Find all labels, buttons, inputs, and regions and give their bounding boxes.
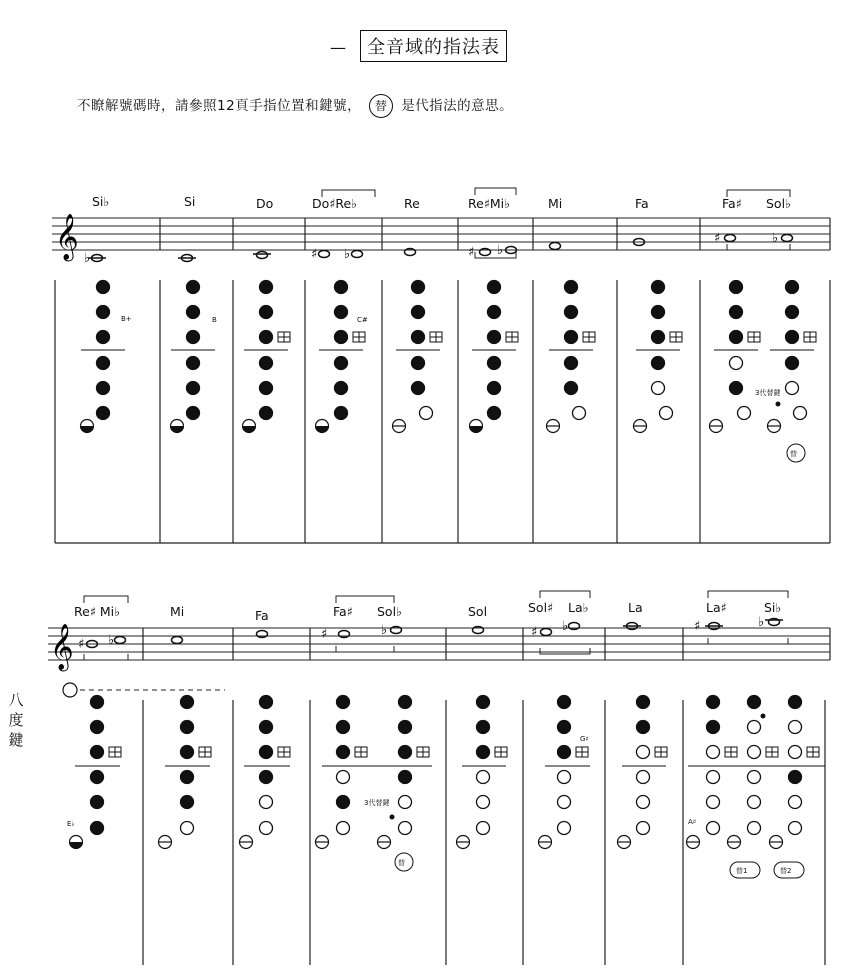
open-hole — [707, 771, 720, 784]
closed-hole — [97, 357, 110, 370]
closed-hole — [488, 407, 501, 420]
closed-hole — [187, 407, 200, 420]
open-hole — [789, 721, 802, 734]
key-tag-2: B — [212, 316, 217, 324]
alt-symbol-4: 替2 — [780, 867, 792, 875]
note-label-1: Si♭ — [92, 194, 110, 209]
thumb-half — [470, 426, 483, 433]
closed-hole — [748, 696, 761, 709]
closed-hole — [335, 331, 348, 344]
closed-hole — [181, 721, 194, 734]
closed-hole — [187, 331, 200, 344]
open-hole — [748, 822, 761, 835]
open-hole — [707, 822, 720, 835]
closed-hole — [730, 382, 743, 395]
open-hole — [477, 796, 490, 809]
open-hole — [738, 407, 751, 420]
closed-hole — [97, 281, 110, 294]
closed-hole — [260, 331, 273, 344]
closed-hole — [637, 696, 650, 709]
closed-hole — [786, 281, 799, 294]
closed-hole — [565, 281, 578, 294]
closed-hole — [477, 746, 490, 759]
open-hole — [558, 771, 571, 784]
closed-hole — [488, 382, 501, 395]
closed-hole — [786, 306, 799, 319]
intro-before: 不瞭解號碼時，請參照12頁手指位置和鍵號， — [77, 98, 362, 114]
note-label-r2-3: Fa — [255, 608, 269, 623]
closed-hole — [187, 281, 200, 294]
alt-symbol-3: 替1 — [736, 867, 748, 875]
closed-hole — [412, 281, 425, 294]
open-hole — [181, 822, 194, 835]
closed-hole — [97, 331, 110, 344]
note-label-r2-7: Sol♯ — [528, 600, 554, 615]
fingering-diagrams-row2 — [70, 696, 826, 849]
alt-note-1: 3代替鍵 — [755, 389, 781, 397]
sharp-icon: ♯ — [321, 627, 328, 642]
note-label-r2-2: Mi — [170, 604, 185, 619]
key-tag-3: C# — [357, 316, 368, 324]
closed-hole — [97, 382, 110, 395]
closed-hole — [488, 331, 501, 344]
closed-hole — [260, 281, 273, 294]
closed-hole — [412, 306, 425, 319]
open-hole — [558, 822, 571, 835]
closed-hole — [260, 746, 273, 759]
closed-hole — [399, 696, 412, 709]
note-label-r2-6: Sol — [468, 604, 488, 619]
open-hole — [748, 796, 761, 809]
note-label-2: Si — [184, 194, 196, 209]
open-hole — [637, 771, 650, 784]
closed-hole — [565, 357, 578, 370]
flat-icon: ♭ — [772, 231, 779, 246]
closed-hole — [558, 721, 571, 734]
intro-after: 是代指法的意思。 — [401, 98, 514, 114]
open-hole — [637, 746, 650, 759]
closed-hole — [565, 382, 578, 395]
row1 — [52, 188, 830, 543]
open-hole — [337, 822, 350, 835]
closed-hole — [652, 357, 665, 370]
closed-hole — [187, 357, 200, 370]
flat-icon: ♭ — [758, 615, 765, 630]
bullet-mark — [776, 402, 781, 407]
note-label-6: Re♯Mi♭ — [468, 196, 511, 211]
closed-hole — [181, 771, 194, 784]
open-hole — [573, 407, 586, 420]
closed-hole — [335, 281, 348, 294]
open-hole — [637, 796, 650, 809]
closed-hole — [652, 306, 665, 319]
open-hole — [399, 796, 412, 809]
closed-hole — [337, 696, 350, 709]
closed-hole — [260, 407, 273, 420]
closed-hole — [181, 746, 194, 759]
closed-hole — [730, 281, 743, 294]
open-hole — [789, 746, 802, 759]
open-hole — [707, 746, 720, 759]
open-hole — [558, 796, 571, 809]
open-hole — [794, 407, 807, 420]
note-label-r2-8: La♭ — [568, 600, 589, 615]
note-label-8: Fa — [635, 196, 649, 211]
closed-hole — [260, 721, 273, 734]
sharp-icon: ♯ — [531, 625, 538, 640]
flat-icon: ♭ — [562, 619, 569, 634]
closed-hole — [260, 382, 273, 395]
open-hole — [399, 822, 412, 835]
closed-hole — [558, 696, 571, 709]
note-label-9: Fa♯ — [722, 196, 742, 211]
page-title: 全音域的指法表 — [360, 30, 507, 62]
closed-hole — [399, 771, 412, 784]
open-hole — [260, 796, 273, 809]
closed-hole — [652, 281, 665, 294]
open-hole — [660, 407, 673, 420]
closed-hole — [91, 746, 104, 759]
closed-hole — [91, 796, 104, 809]
closed-hole — [187, 382, 200, 395]
closed-hole — [652, 331, 665, 344]
closed-hole — [97, 306, 110, 319]
sharp-icon: ♯ — [468, 245, 475, 260]
closed-hole — [707, 696, 720, 709]
closed-hole — [260, 696, 273, 709]
open-hole — [420, 407, 433, 420]
treble-clef-icon: 𝄞 — [50, 624, 74, 670]
closed-hole — [786, 357, 799, 370]
closed-hole — [786, 331, 799, 344]
alt-symbol-1: 替 — [790, 450, 797, 458]
alt-fingering-symbol: 替 — [369, 94, 393, 118]
open-hole — [652, 382, 665, 395]
octave-key-label: 八度鍵 — [8, 691, 24, 749]
key-tag-1: B+ — [121, 315, 132, 323]
open-hole — [748, 771, 761, 784]
flat-icon: ♭ — [497, 243, 504, 258]
flat-icon: ♭ — [381, 623, 388, 638]
flat-icon: ♭ — [344, 247, 351, 262]
closed-hole — [488, 306, 501, 319]
closed-hole — [789, 771, 802, 784]
open-hole — [730, 357, 743, 370]
key-tag-r2-1: E♭ — [67, 820, 75, 828]
closed-hole — [789, 696, 802, 709]
closed-hole — [91, 696, 104, 709]
thumb-half — [81, 426, 94, 433]
closed-hole — [187, 306, 200, 319]
note-label-r2-11: Si♭ — [764, 600, 782, 615]
note-label-r2-9: La — [628, 600, 643, 615]
closed-hole — [337, 721, 350, 734]
closed-hole — [412, 331, 425, 344]
note-label-r2-1: Re♯ Mi♭ — [74, 604, 120, 619]
closed-hole — [477, 721, 490, 734]
note-label-r2-4: Fa♯ — [333, 604, 353, 619]
note-label-r2-5: Sol♭ — [377, 604, 402, 619]
closed-hole — [565, 331, 578, 344]
closed-hole — [412, 382, 425, 395]
closed-hole — [637, 721, 650, 734]
closed-hole — [488, 281, 501, 294]
key-tag-r2-2: G♯ — [580, 735, 589, 743]
staff-notes — [88, 235, 793, 262]
open-hole — [637, 822, 650, 835]
closed-hole — [91, 721, 104, 734]
key-tag-r2-3: A♯ — [688, 818, 697, 826]
sharp-icon: ♯ — [78, 637, 85, 652]
closed-hole — [337, 796, 350, 809]
open-hole — [337, 771, 350, 784]
note-label-r2-10: La♯ — [706, 600, 727, 615]
flat-icon: ♭ — [84, 251, 91, 266]
alt-note-2: 3代替鍵 — [364, 799, 390, 807]
closed-hole — [335, 382, 348, 395]
closed-hole — [260, 357, 273, 370]
row2 — [48, 591, 830, 965]
title-dash: — — [330, 38, 346, 57]
alt-symbol-2: 替 — [398, 859, 405, 867]
closed-hole — [91, 771, 104, 784]
open-hole — [477, 771, 490, 784]
open-hole — [789, 796, 802, 809]
thumb-half — [316, 426, 329, 433]
closed-hole — [730, 306, 743, 319]
sharp-icon: ♯ — [311, 247, 318, 262]
sharp-icon: ♯ — [714, 231, 721, 246]
note-label-7: Mi — [548, 196, 563, 211]
bullet-mark — [761, 714, 766, 719]
open-hole — [748, 746, 761, 759]
note-label-3: Do — [256, 196, 274, 211]
closed-hole — [181, 796, 194, 809]
bullet-mark — [390, 815, 395, 820]
treble-clef-icon: 𝄞 — [55, 214, 79, 260]
open-hole — [748, 721, 761, 734]
closed-hole — [91, 822, 104, 835]
closed-hole — [707, 721, 720, 734]
closed-hole — [335, 306, 348, 319]
open-hole — [707, 796, 720, 809]
open-hole — [786, 382, 799, 395]
closed-hole — [730, 331, 743, 344]
closed-hole — [477, 696, 490, 709]
thumb-half — [243, 426, 256, 433]
fingering-diagrams-row1 — [81, 281, 817, 433]
closed-hole — [399, 721, 412, 734]
closed-hole — [97, 407, 110, 420]
closed-hole — [565, 306, 578, 319]
note-label-4: Do♯Re♭ — [312, 196, 358, 211]
closed-hole — [412, 357, 425, 370]
closed-hole — [399, 746, 412, 759]
closed-hole — [260, 771, 273, 784]
closed-hole — [488, 357, 501, 370]
closed-hole — [335, 407, 348, 420]
closed-hole — [337, 746, 350, 759]
sharp-icon: ♯ — [694, 619, 701, 634]
open-hole — [789, 822, 802, 835]
thumb-half — [171, 426, 184, 433]
closed-hole — [181, 696, 194, 709]
note-label-5: Re — [404, 196, 420, 211]
closed-hole — [335, 357, 348, 370]
thumb-half — [70, 842, 83, 849]
flat-icon: ♭ — [108, 633, 115, 648]
closed-hole — [558, 746, 571, 759]
open-hole — [260, 822, 273, 835]
closed-hole — [260, 306, 273, 319]
open-hole — [477, 822, 490, 835]
note-label-10: Sol♭ — [766, 196, 791, 211]
